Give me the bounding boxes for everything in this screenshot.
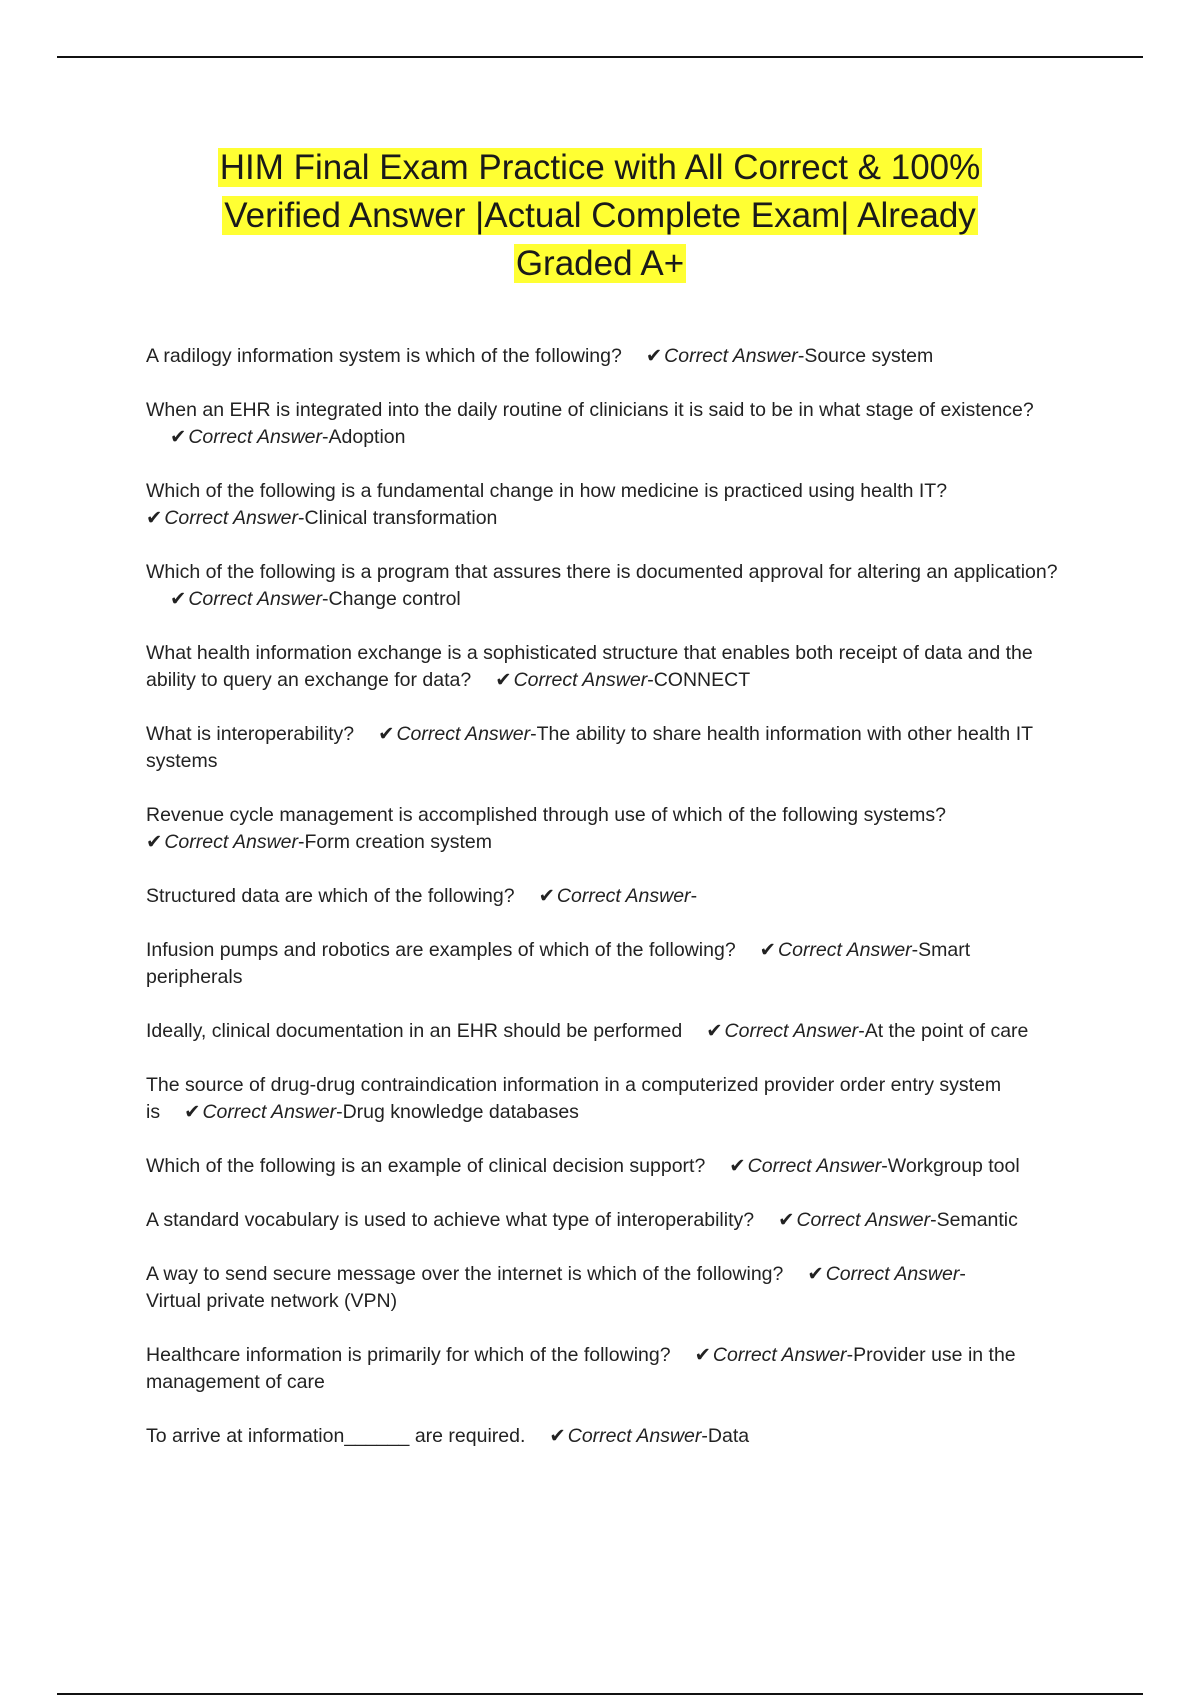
qa-item: What is interoperability? ✔ Correct Answer-The ability to share health information with other health IT systems [146, 723, 1033, 772]
qa-item: The source of drug-drug contraindication information in a computerized provider order entry system is ✔ Correct Answer-Drug knowledge databases [146, 1074, 1002, 1123]
qa-item: Infusion pumps and robotics are examples of which of the following? ✔ Correct Answer-Smart peripherals [146, 939, 971, 988]
check-icon: ✔ [146, 831, 163, 853]
check-icon: ✔ [495, 669, 512, 691]
question-text: Structured data are which of the following? [146, 885, 515, 907]
question-text: Ideally, clinical documentation in an EHR should be performed [146, 1020, 683, 1042]
answer-text: Change control [328, 588, 461, 610]
question-text: When an EHR is integrated into the daily routine of clinicians it is said to be in what stage of existence? [146, 399, 1034, 421]
question-text: What health information exchange is a sophisticated structure that enables both receipt of data and the ability to query an exchange for data? [146, 642, 1033, 691]
title-line-3: Graded A+ [515, 244, 685, 283]
qa-item: Which of the following is an example of clinical decision support? ✔ Correct Answer-Workgroup tool [146, 1155, 1020, 1177]
check-icon: ✔ [694, 1344, 711, 1366]
qa-item: A radilogy information system is which of the following? ✔ Correct Answer-Source system [146, 345, 934, 367]
question-text: The source of drug-drug contraindication information in a computerized provider order entry system is [146, 1074, 1002, 1123]
answer-text: Smart peripherals [146, 939, 971, 988]
check-icon: ✔ [146, 507, 163, 529]
qa-item: Which of the following is a program that assures there is documented approval for altering an application?✔ Correct Answer-Change control [146, 561, 1058, 610]
question-text: Which of the following is a program that assures there is documented approval for altering an application? [146, 561, 1058, 583]
question-text: To arrive at information______ are required. [146, 1425, 526, 1447]
answer-text: Form creation system [304, 831, 492, 853]
check-icon: ✔ [759, 939, 777, 961]
answer-label: Correct Answer [396, 723, 531, 745]
check-icon: ✔ [645, 345, 663, 367]
check-icon: ✔ [807, 1263, 824, 1285]
qa-item: Healthcare information is primarily for which of the following? ✔ Correct Answer-Provider use in the management of care [146, 1344, 1016, 1393]
answer-text: Adoption [328, 426, 406, 448]
answer-label: Correct Answer [747, 1155, 882, 1177]
check-icon: ✔ [170, 426, 187, 448]
answer-label: Correct Answer [796, 1209, 931, 1231]
qa-item: Structured data are which of the following? ✔ Correct Answer- [146, 885, 698, 907]
question-text: A way to send secure message over the internet is which of the following? [146, 1263, 784, 1285]
answer-label: Correct Answer [513, 669, 648, 691]
check-icon: ✔ [549, 1425, 566, 1447]
question-text: Infusion pumps and robotics are examples of which of the following? [146, 939, 736, 961]
check-icon: ✔ [778, 1209, 795, 1231]
answer-text: The ability to share health information with other health IT systems [146, 723, 1033, 772]
question-text: Revenue cycle management is accomplished through use of which of the following systems? [146, 804, 946, 826]
qa-list [146, 343, 1066, 1477]
page-title [160, 144, 1040, 288]
answer-text: Drug knowledge databases [342, 1101, 579, 1123]
answer-label: Correct Answer [202, 1101, 337, 1123]
qa-item: When an EHR is integrated into the daily routine of clinicians it is said to be in what stage of existence?✔ Correct Answer-Adoption [146, 399, 1034, 448]
answer-text: Clinical transformation [304, 507, 498, 529]
answer-label: Correct Answer [164, 831, 298, 853]
check-icon: ✔ [378, 723, 395, 745]
question-text: A radilogy information system is which of the following? [146, 345, 622, 367]
answer-text: Source system [804, 345, 934, 367]
qa-item: Which of the following is a fundamental change in how medicine is practiced using health IT? ✔ Correct Answer-Clinical transformation [146, 480, 948, 529]
qa-item: Ideally, clinical documentation in an EHR should be performed ✔ Correct Answer-At the point of care [146, 1020, 1029, 1042]
qa-item: A standard vocabulary is used to achieve what type of interoperability? ✔ Correct Answer-Semantic [146, 1209, 1018, 1231]
question-text: A standard vocabulary is used to achieve what type of interoperability? [146, 1209, 755, 1231]
answer-label: Correct Answer [664, 345, 798, 367]
qa-item: Revenue cycle management is accomplished through use of which of the following systems? ✔ Correct Answer-Form creation system [146, 804, 946, 853]
check-icon: ✔ [170, 588, 187, 610]
title-line-2: Verified Answer |Actual Complete Exam| Already [224, 196, 976, 235]
question-text: Which of the following is an example of clinical decision support? [146, 1155, 706, 1177]
check-icon: ✔ [184, 1101, 201, 1123]
answer-label: Correct Answer [188, 588, 322, 610]
check-icon: ✔ [729, 1155, 746, 1177]
answer-label: Correct Answer [567, 1425, 702, 1447]
answer-label: Correct Answer [712, 1344, 847, 1366]
answer-text: Provider use in the management of care [146, 1344, 1016, 1393]
answer-text: At the point of care [864, 1020, 1029, 1042]
qa-item: What health information exchange is a sophisticated structure that enables both receipt of data and the ability to query an exchange for data? ✔ Correct Answer-CONNECT [146, 642, 1033, 691]
answer-text: Data [707, 1425, 750, 1447]
qa-item: To arrive at information______ are required. ✔ Correct Answer-Data [146, 1425, 750, 1447]
bottom-rule [57, 1693, 1143, 1695]
question-text: What is interoperability? [146, 723, 355, 745]
answer-label: Correct Answer [724, 1020, 859, 1042]
qa-item: A way to send secure message over the internet is which of the following? ✔ Correct Answer- Virtual private network (VPN) [146, 1263, 966, 1312]
answer-label: Correct Answer [164, 507, 298, 529]
answer-text: CONNECT [653, 669, 751, 691]
top-rule [57, 56, 1143, 58]
question-text: Which of the following is a fundamental change in how medicine is practiced using health IT? [146, 480, 948, 502]
check-icon: ✔ [706, 1020, 723, 1042]
title-line-1: HIM Final Exam Practice with All Correct & 100% [219, 148, 981, 187]
answer-text: Virtual private network (VPN) [146, 1290, 398, 1312]
question-text: Healthcare information is primarily for which of the following? [146, 1344, 671, 1366]
answer-label: Correct Answer [188, 426, 322, 448]
answer-label: Correct Answer [556, 885, 691, 907]
answer-label: Correct Answer [825, 1263, 960, 1285]
answer-text: Workgroup tool [887, 1155, 1020, 1177]
answer-label: Correct Answer [778, 939, 912, 961]
check-icon: ✔ [538, 885, 555, 907]
answer-text: Semantic [936, 1209, 1018, 1231]
